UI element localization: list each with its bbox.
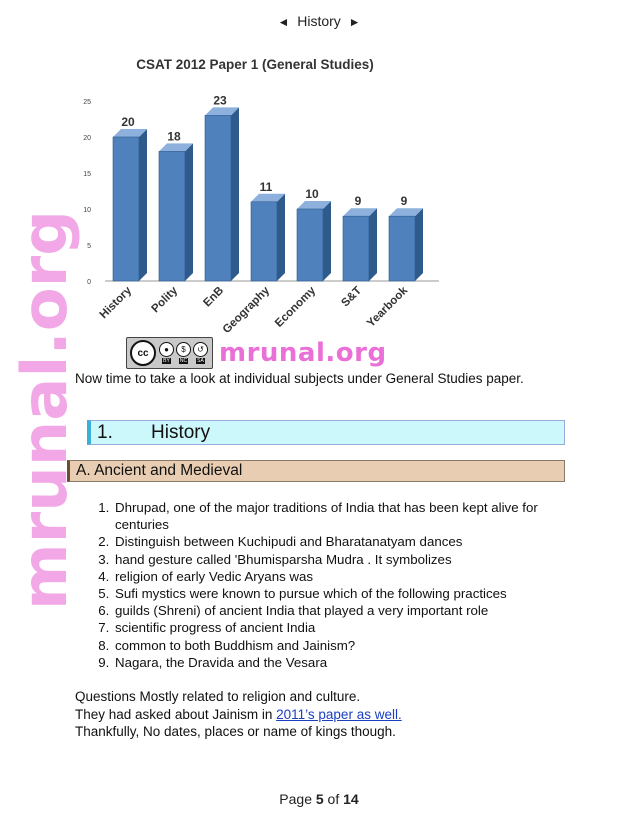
bar: [113, 137, 139, 281]
list-item: 1. Dhrupad, one of the major traditions of India that has been kept alive for centuries: [113, 499, 593, 533]
bar-side: [369, 208, 377, 281]
bar: [159, 151, 185, 281]
x-tick-label: History: [97, 284, 135, 322]
bar: [343, 216, 369, 281]
list-item: 9. Nagara, the Dravida and the Vesara: [113, 654, 593, 671]
brand-logo-text: mrunal.org: [219, 338, 387, 368]
list-item: 5. Sufi mystics were known to pursue which of the following practices: [113, 585, 593, 602]
data-label: 11: [259, 179, 273, 194]
watermark: [8, 205, 81, 615]
nc-badge: $ NC: [176, 342, 191, 364]
bar-side: [185, 143, 193, 281]
data-label: 9: [354, 194, 362, 209]
data-label: 10: [305, 187, 319, 201]
summary-line-3: Thankfully, No dates, places or name of kings though.: [75, 724, 396, 739]
x-tick-label: Yearbook: [365, 284, 411, 330]
watermark-text: mrunal.org: [8, 222, 81, 610]
bar-chart-svg: [75, 45, 435, 375]
list-item: 8. common to both Buddhism and Jainism?: [113, 637, 593, 654]
y-tick-label: 20: [83, 135, 91, 142]
bar-chart: [75, 45, 435, 375]
x-tick-label: Economy: [273, 284, 319, 330]
page-footer: Page 5 of 14: [279, 791, 359, 807]
data-label: 23: [213, 93, 227, 108]
y-tick-label: 10: [83, 207, 91, 214]
page-nav: [0, 13, 638, 29]
list-item: 7. scientific progress of ancient India: [113, 619, 593, 636]
current-page: 5: [315, 791, 324, 807]
question-list: [90, 499, 593, 671]
summary-paragraph: [75, 688, 555, 741]
prev-arrow-icon[interactable]: ◄: [277, 15, 290, 29]
next-arrow-icon[interactable]: ►: [348, 15, 361, 29]
data-label: 20: [121, 115, 135, 129]
bar: [389, 216, 415, 281]
person-icon: ●: [159, 342, 174, 357]
heading-history: [87, 420, 565, 445]
heading-text: History: [151, 422, 211, 443]
bar-side: [323, 201, 331, 281]
sa-badge: ↺ SA: [193, 342, 208, 364]
summary-line-2: They had asked about Jainism in 2011’s paper as well.: [75, 706, 402, 722]
no-dollar-icon: $: [176, 342, 191, 357]
y-tick-label: 25: [83, 99, 91, 106]
x-tick-label: Geography: [220, 284, 273, 337]
bar-side: [139, 129, 147, 281]
license-row: [126, 337, 387, 369]
data-label: 18: [167, 129, 181, 144]
bar-side: [277, 194, 285, 281]
cc-icon: cc: [130, 340, 156, 366]
y-tick-label: 15: [83, 171, 91, 178]
subheading-ancient-medieval: A. Ancient and Medieval: [67, 460, 565, 482]
total-pages: 14: [343, 791, 359, 807]
bar-side: [231, 107, 239, 281]
bar: [251, 202, 277, 281]
nav-title: History: [297, 13, 341, 29]
data-label: 9: [400, 194, 408, 209]
paper-2011-link[interactable]: 2011’s paper as well.: [276, 706, 402, 722]
x-tick-label: EnB: [201, 284, 227, 310]
x-tick-label: S&T: [339, 284, 365, 310]
bar: [297, 209, 323, 281]
intro-paragraph: Now time to take a look at individual subjects under General Studies paper.: [75, 371, 524, 386]
heading-number: 1.: [97, 422, 113, 443]
cc-license-badge[interactable]: [126, 337, 213, 369]
list-item: 2. Distinguish between Kuchipudi and Bharatanatyam dances: [113, 533, 593, 550]
by-badge: ● BY: [159, 342, 174, 364]
list-item: 4. religion of early Vedic Aryans was: [113, 568, 593, 585]
bar-side: [415, 208, 423, 281]
share-alike-icon: ↺: [193, 342, 208, 357]
list-item: 6. guilds (Shreni) of ancient India that played a very important role: [113, 602, 593, 619]
bar: [205, 115, 231, 281]
list-item: 3. hand gesture called 'Bhumisparsha Mudra . It symbolizes: [113, 551, 593, 568]
y-tick-label: 0: [87, 279, 91, 286]
summary-line-1: Questions Mostly related to religion and culture.: [75, 689, 361, 704]
chart-title: CSAT 2012 Paper 1 (General Studies): [136, 57, 374, 72]
x-tick-label: Polity: [149, 284, 181, 316]
y-tick-label: 5: [87, 243, 91, 250]
